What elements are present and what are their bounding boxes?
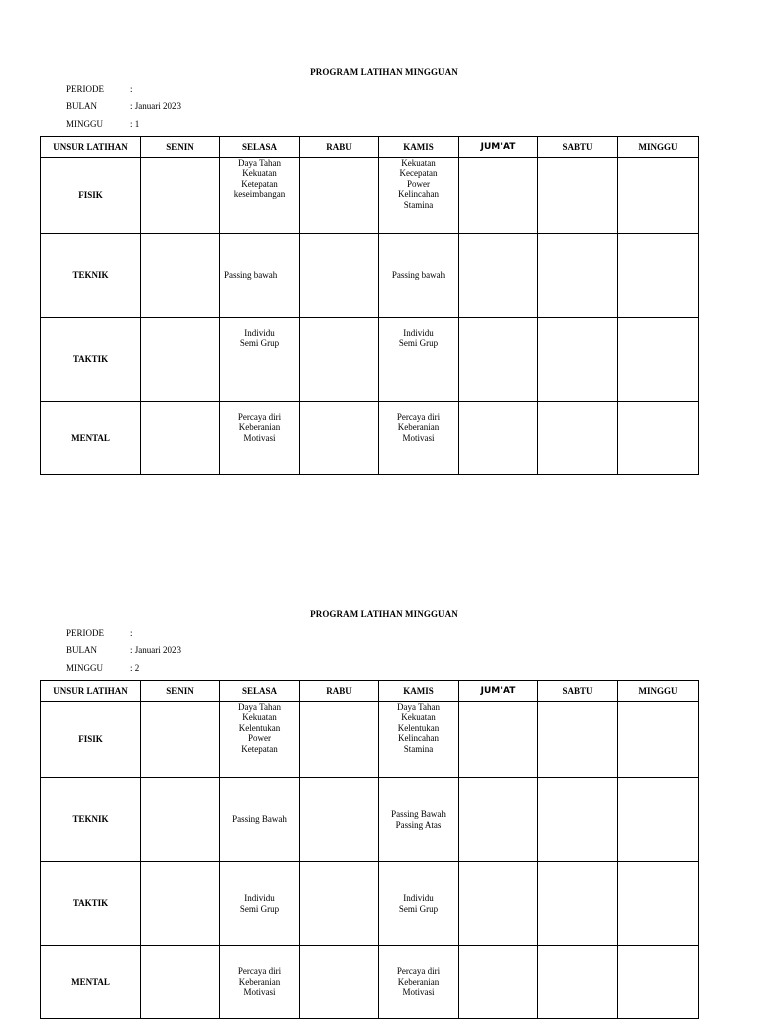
- cell-sabtu: [538, 318, 618, 402]
- cell-kamis-fisik: [379, 158, 459, 234]
- cell-minggu: [618, 402, 699, 475]
- row-label-fisik: FISIK: [41, 702, 141, 778]
- minggu-line: [66, 118, 139, 130]
- cell-line: Passing Atas: [395, 819, 442, 830]
- cell-selasa-taktik: [220, 318, 300, 402]
- minggu-value: : 1: [130, 119, 140, 129]
- row-label-teknik: TEKNIK: [41, 778, 141, 862]
- cell-line: Passing Bawah: [232, 814, 287, 825]
- table-row-fisik: [41, 702, 699, 778]
- header-rabu: RABU: [300, 137, 379, 158]
- cell-line: Motivasi: [243, 432, 276, 443]
- minggu-line: [66, 662, 139, 674]
- cell-selasa-teknik: [220, 234, 300, 318]
- header-jumat: JUM'AT: [459, 137, 538, 158]
- cell-rabu: [300, 158, 379, 234]
- cell-line: Semi Grup: [239, 338, 280, 349]
- cell-senin: [141, 158, 220, 234]
- cell-selasa-fisik: [220, 158, 300, 234]
- cell-rabu: [300, 702, 379, 778]
- cell-jumat: [459, 862, 538, 946]
- cell-line: Kekuatan: [242, 712, 277, 723]
- cell-minggu: [618, 318, 699, 402]
- cell-line: Individu: [403, 893, 434, 904]
- cell-rabu: [300, 318, 379, 402]
- table-row-taktik: [41, 862, 699, 946]
- cell-kamis-mental: [379, 402, 459, 475]
- cell-senin: [141, 318, 220, 402]
- bulan-value: : Januari 2023: [130, 101, 181, 111]
- periode-line: [66, 83, 133, 95]
- header-minggu: MINGGU: [618, 681, 699, 702]
- cell-line: Kelentukan: [238, 722, 281, 733]
- cell-line: Keberanian: [397, 422, 440, 433]
- header-sabtu: SABTU: [538, 137, 618, 158]
- cell-line: Daya Tahan: [397, 702, 440, 712]
- cell-line: Keberanian: [238, 976, 281, 987]
- cell-line: Passing bawah: [391, 270, 446, 281]
- periode-label: PERIODE: [66, 84, 104, 94]
- table-row-teknik: [41, 234, 699, 318]
- cell-line: Percaya diri: [396, 966, 441, 977]
- cell-senin: [141, 702, 220, 778]
- cell-line: Stamina: [403, 199, 434, 210]
- cell-sabtu: [538, 862, 618, 946]
- cell-line: Percaya diri: [237, 966, 282, 977]
- header-selasa: SELASA: [220, 681, 300, 702]
- cell-selasa-mental: [220, 946, 300, 1019]
- cell-rabu: [300, 946, 379, 1019]
- cell-selasa-taktik: [220, 862, 300, 946]
- header-kamis: KAMIS: [379, 137, 459, 158]
- cell-jumat: [459, 158, 538, 234]
- cell-line: Semi Grup: [398, 903, 439, 914]
- cell-line: Keberanian: [397, 976, 440, 987]
- cell-line: Daya Tahan: [238, 158, 281, 168]
- cell-minggu: [618, 158, 699, 234]
- cell-senin: [141, 946, 220, 1019]
- cell-kamis-taktik: [379, 318, 459, 402]
- bulan-line: [66, 100, 181, 112]
- periode-line: [66, 627, 133, 639]
- bulan-label: BULAN: [66, 645, 97, 655]
- cell-minggu: [618, 946, 699, 1019]
- header-kamis: KAMIS: [379, 681, 459, 702]
- cell-minggu: [618, 234, 699, 318]
- cell-line: Kelincahan: [398, 733, 439, 744]
- table-row-taktik: [41, 318, 699, 402]
- program-title: PROGRAM LATIHAN MINGGUAN: [310, 67, 458, 77]
- row-label-taktik: TAKTIK: [41, 862, 141, 946]
- periode-value: :: [130, 84, 133, 94]
- row-label-fisik: FISIK: [41, 158, 141, 234]
- bulan-label: BULAN: [66, 101, 97, 111]
- training-schedule-table: [40, 136, 699, 475]
- table-header-row: [41, 681, 699, 702]
- cell-line: Stamina: [403, 743, 434, 754]
- table-row-mental: [41, 402, 699, 475]
- cell-rabu: [300, 778, 379, 862]
- minggu-label: MINGGU: [66, 119, 103, 129]
- cell-line: Power: [407, 178, 430, 189]
- row-label-taktik: TAKTIK: [41, 318, 141, 402]
- cell-minggu: [618, 862, 699, 946]
- training-schedule-table: [40, 680, 699, 1019]
- cell-jumat: [459, 318, 538, 402]
- header-unsur-latihan: UNSUR LATIHAN: [41, 681, 141, 702]
- cell-jumat: [459, 702, 538, 778]
- cell-sabtu: [538, 702, 618, 778]
- bulan-value: : Januari 2023: [130, 645, 181, 655]
- cell-line: Kekuatan: [401, 712, 436, 723]
- table-row-teknik: [41, 778, 699, 862]
- cell-line: Passing Bawah: [391, 809, 446, 820]
- minggu-value: : 2: [130, 663, 140, 673]
- cell-line: Individu: [244, 893, 275, 904]
- cell-line: Percaya diri: [396, 412, 441, 422]
- row-label-mental: MENTAL: [41, 946, 141, 1019]
- cell-line: Semi Grup: [239, 903, 280, 914]
- cell-senin: [141, 234, 220, 318]
- cell-rabu: [300, 862, 379, 946]
- cell-jumat: [459, 778, 538, 862]
- cell-selasa-fisik: [220, 702, 300, 778]
- cell-kamis-teknik: [379, 778, 459, 862]
- cell-line: Percaya diri: [237, 412, 282, 422]
- cell-kamis-taktik: [379, 862, 459, 946]
- cell-line: Keberanian: [238, 422, 281, 433]
- cell-line: Motivasi: [243, 987, 276, 998]
- cell-sabtu: [538, 778, 618, 862]
- header-unsur-latihan: UNSUR LATIHAN: [41, 137, 141, 158]
- cell-sabtu: [538, 158, 618, 234]
- cell-jumat: [459, 234, 538, 318]
- cell-line: Kecepatan: [399, 168, 438, 179]
- cell-line: Semi Grup: [398, 338, 439, 349]
- cell-senin: [141, 402, 220, 475]
- table-row-fisik: [41, 158, 699, 234]
- cell-kamis-mental: [379, 946, 459, 1019]
- cell-line: Individu: [403, 328, 434, 338]
- row-label-teknik: TEKNIK: [41, 234, 141, 318]
- header-selasa: SELASA: [220, 137, 300, 158]
- cell-line: keseimbangan: [233, 189, 286, 200]
- cell-line: Passing bawah: [224, 270, 278, 281]
- periode-value: :: [130, 628, 133, 638]
- cell-minggu: [618, 778, 699, 862]
- table-row-mental: [41, 946, 699, 1019]
- table-header-row: [41, 137, 699, 158]
- cell-sabtu: [538, 402, 618, 475]
- cell-selasa-mental: [220, 402, 300, 475]
- cell-sabtu: [538, 946, 618, 1019]
- header-minggu: MINGGU: [618, 137, 699, 158]
- bulan-line: [66, 644, 181, 656]
- cell-line: Motivasi: [402, 987, 435, 998]
- cell-line: Kekuatan: [401, 158, 436, 168]
- cell-senin: [141, 778, 220, 862]
- cell-line: Kekuatan: [242, 168, 277, 179]
- cell-line: Ketepatan: [241, 743, 278, 754]
- minggu-label: MINGGU: [66, 663, 103, 673]
- header-sabtu: SABTU: [538, 681, 618, 702]
- periode-label: PERIODE: [66, 628, 104, 638]
- row-label-mental: MENTAL: [41, 402, 141, 475]
- cell-selasa-teknik: [220, 778, 300, 862]
- cell-kamis-fisik: [379, 702, 459, 778]
- cell-line: Kelentukan: [397, 722, 440, 733]
- program-title: PROGRAM LATIHAN MINGGUAN: [310, 609, 458, 619]
- cell-line: Individu: [244, 328, 275, 338]
- cell-minggu: [618, 702, 699, 778]
- cell-sabtu: [538, 234, 618, 318]
- header-jumat: JUM'AT: [459, 681, 538, 702]
- cell-line: Motivasi: [402, 432, 435, 443]
- header-senin: SENIN: [141, 681, 220, 702]
- cell-rabu: [300, 402, 379, 475]
- cell-line: Ketepatan: [241, 178, 278, 189]
- header-rabu: RABU: [300, 681, 379, 702]
- cell-senin: [141, 862, 220, 946]
- header-senin: SENIN: [141, 137, 220, 158]
- cell-jumat: [459, 946, 538, 1019]
- cell-kamis-teknik: [379, 234, 459, 318]
- cell-line: Daya Tahan: [238, 702, 281, 712]
- cell-line: Power: [248, 733, 271, 744]
- cell-line: Kelincahan: [398, 189, 439, 200]
- cell-rabu: [300, 234, 379, 318]
- cell-jumat: [459, 402, 538, 475]
